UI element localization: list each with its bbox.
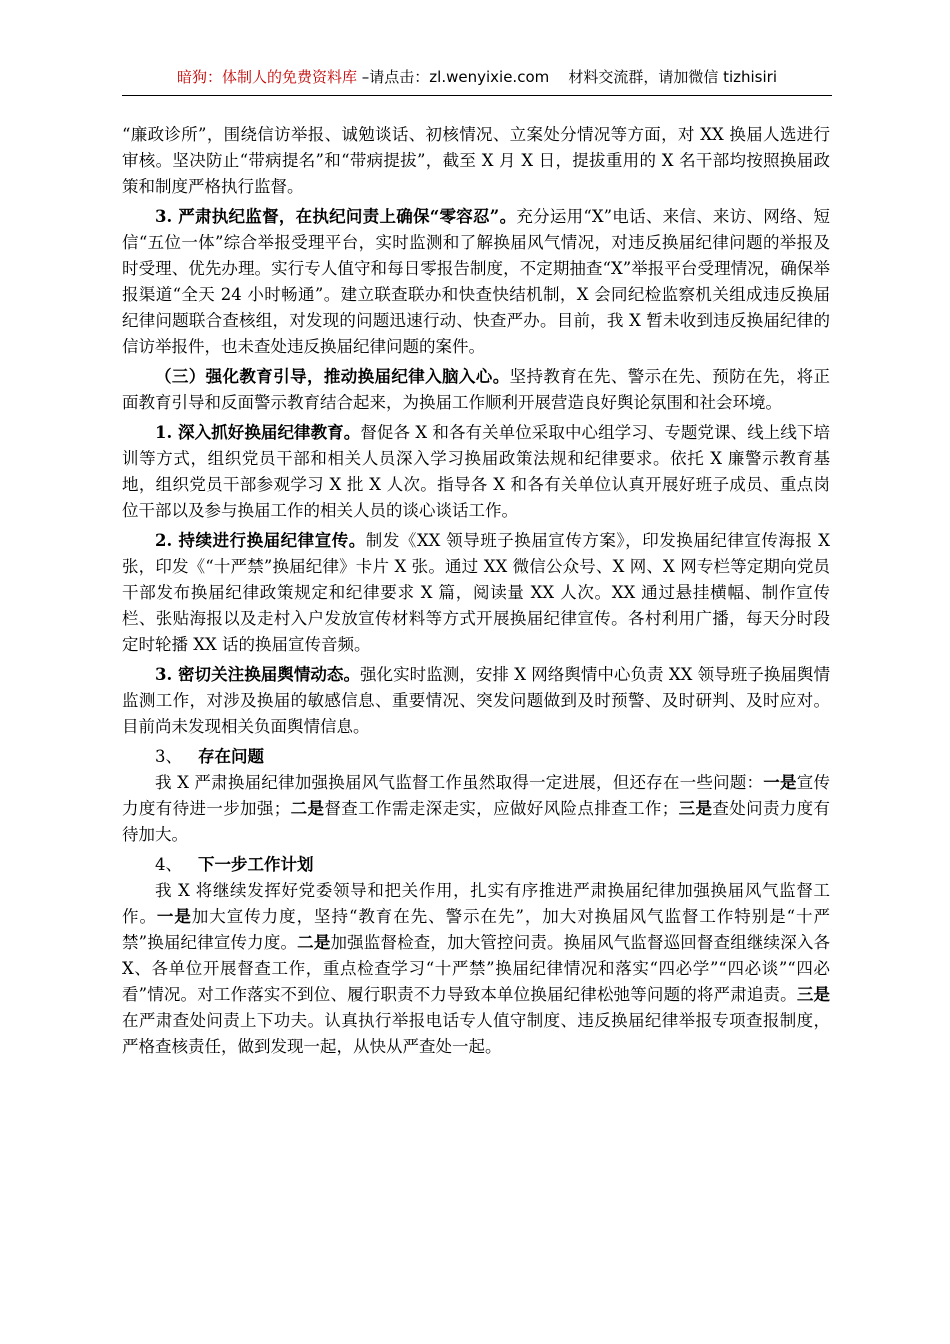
section-number: 3、 <box>155 747 182 766</box>
point-text: 宣传力度有待进一步加强； <box>122 773 830 818</box>
header-divider <box>122 95 832 96</box>
paragraph-text: 制发《XX 领导班子换届宣传方案》，印发换届纪律宣传海报 X 张，印发《“十严禁”换届纪律》卡片 X 张。通过 XX 微信公众号、X 网、X 网专栏等定期向党员干部发布换届纪律政策规定和纪律要求 X 篇，阅读量 XX 人次。XX 通过悬挂横幅、制作宣传栏、张贴海报以及走村入户发放宣传材料等方式开展换届纪律宣传。各村利用广播，每天分时段定时轮播 XX 话的换届宣传音频。 <box>122 531 830 654</box>
point-label: 一是 <box>156 907 192 926</box>
header-url-link[interactable]: zl.wenyixie.com <box>429 68 550 86</box>
section-education-guidance <box>122 364 830 416</box>
paragraph-heading: 3. 严肃执纪监督，在执纪问责上确保“零容忍”。 <box>155 207 517 226</box>
point-text: 在严肃查处问责上下功夫。认真执行举报电话专人值守制度、违反换届纪律举报专项查报制度，严格查核责任，做到发现一起，从快从严查处一起。 <box>122 1011 830 1056</box>
point-label: 二是 <box>290 799 325 818</box>
paragraph-text: 充分运用“X”电话、来信、来访、网络、短信“五位一体”综合举报受理平台，实时监测和了解换届风气情况，对违反换届纪律问题的举报及时受理、优先办理。实行专人值守和每日零报告制度，不定期抽查“X”举报平台受理情况，确保举报渠道“全天 24 小时畅通”。建立联查联办和快查快结机制，X 会同纪检监察机关组成违反换届纪律问题联合查核组，对发现的问题迅速行动、快查严办。目前，我 X 暂未收到违反换届纪律的信访举报件，也未查处违反换届纪律问题的案件。 <box>122 207 831 356</box>
header-contact: 材料交流群，请加微信 tizhisiri <box>568 68 777 86</box>
section-heading-problems <box>122 744 830 770</box>
point-text: 加强监督检查，加大管控问责。换届风气监督巡回督查组继续深入各 X、各单位开展督查工作，重点检查学习“十严禁”换届纪律情况和落实“四必学”“四必谈”“四必看”情况。对工作落实不到位、履行职责不力导致本单位换届纪律松弛等问题的将严肃追责。 <box>122 933 830 1004</box>
paragraph-public-opinion <box>122 662 830 740</box>
header-click-text: –请点击： <box>357 68 430 86</box>
header-site-name: 暗狗：体制人的免费资料库 <box>177 68 358 86</box>
paragraph-heading: 2. 持续进行换届纪律宣传。 <box>155 531 366 550</box>
paragraph-text: 强化实时监测，安排 X 网络舆情中心负责 XX 领导班子换届舆情监测工作，对涉及换届的敏感信息、重要情况、突发问题做到及时预警、及时研判、及时应对。目前尚未发现相关负面舆情信息。 <box>122 665 830 736</box>
paragraph-heading: 3. 密切关注换届舆情动态。 <box>155 665 361 684</box>
paragraph-text: 督促各 X 和各有关单位采取中心组学习、专题党课、线上线下培训等方式，组织党员干部和相关人员深入学习换届政策法规和纪律要求。依托 X 廉警示教育基地，组织党员干部参观学习 X 批 X 人次。指导各 X 和各有关单位认真开展好班子成员、重点岗位干部以及参与换届工作的相关人员的谈心谈话工作。 <box>122 423 830 520</box>
point-text: 督查工作需走深走实，应做好风险点排查工作； <box>324 799 679 818</box>
page-header <box>122 66 832 87</box>
point-text: 加大宣传力度，坚持“教育在先、警示在先”，加大对换届风气监督工作特别是“十严禁”换届纪律宣传力度。 <box>122 907 831 952</box>
paragraph-continuation: “廉政诊所”，围绕信访举报、诚勉谈话、初核情况、立案处分情况等方面，对 XX 换届人选进行审核。坚决防止“带病提名”和“带病提拔”，截至 X 月 X 日，提拔重用的 X 名干部均按照换届政策和制度严格执行监督。 <box>122 125 830 196</box>
paragraph-text: 我 X 严肃换届纪律加强换届风气监督工作虽然取得一定进展，但还存在一些问题： <box>155 773 764 792</box>
section-title: 下一步工作计划 <box>198 855 314 874</box>
section-title: 存在问题 <box>198 747 264 766</box>
section-heading-next-plan <box>122 852 830 878</box>
document-body <box>122 122 830 1060</box>
paragraph-discipline-education <box>122 420 830 524</box>
paragraph-problems <box>122 770 830 848</box>
paragraph-discipline-publicity <box>122 528 830 658</box>
point-label: 一是 <box>763 773 797 792</box>
section-number: 4、 <box>155 855 182 874</box>
paragraph-text: 我 X 将继续发挥好党委领导和把关作用，扎实有序推进严肃换届纪律加强换届风气监督工作。 <box>122 881 830 926</box>
paragraph-text: 坚持教育在先、警示在先、预防在先，将正面教育引导和反面警示教育结合起来，为换届工作顺利开展营造良好舆论氛围和社会环境。 <box>122 367 831 412</box>
section-heading: （三）强化教育引导，推动换届纪律入脑入心。 <box>155 367 510 386</box>
paragraph-next-plan <box>122 878 830 1060</box>
paragraph-heading: 1. 深入抓好换届纪律教育。 <box>155 423 361 442</box>
point-text: 查处问责力度有待加大。 <box>122 799 831 844</box>
point-label: 三是 <box>678 799 713 818</box>
point-label: 三是 <box>796 985 830 1004</box>
point-label: 二是 <box>297 933 331 952</box>
paragraph-strict-discipline <box>122 204 830 360</box>
